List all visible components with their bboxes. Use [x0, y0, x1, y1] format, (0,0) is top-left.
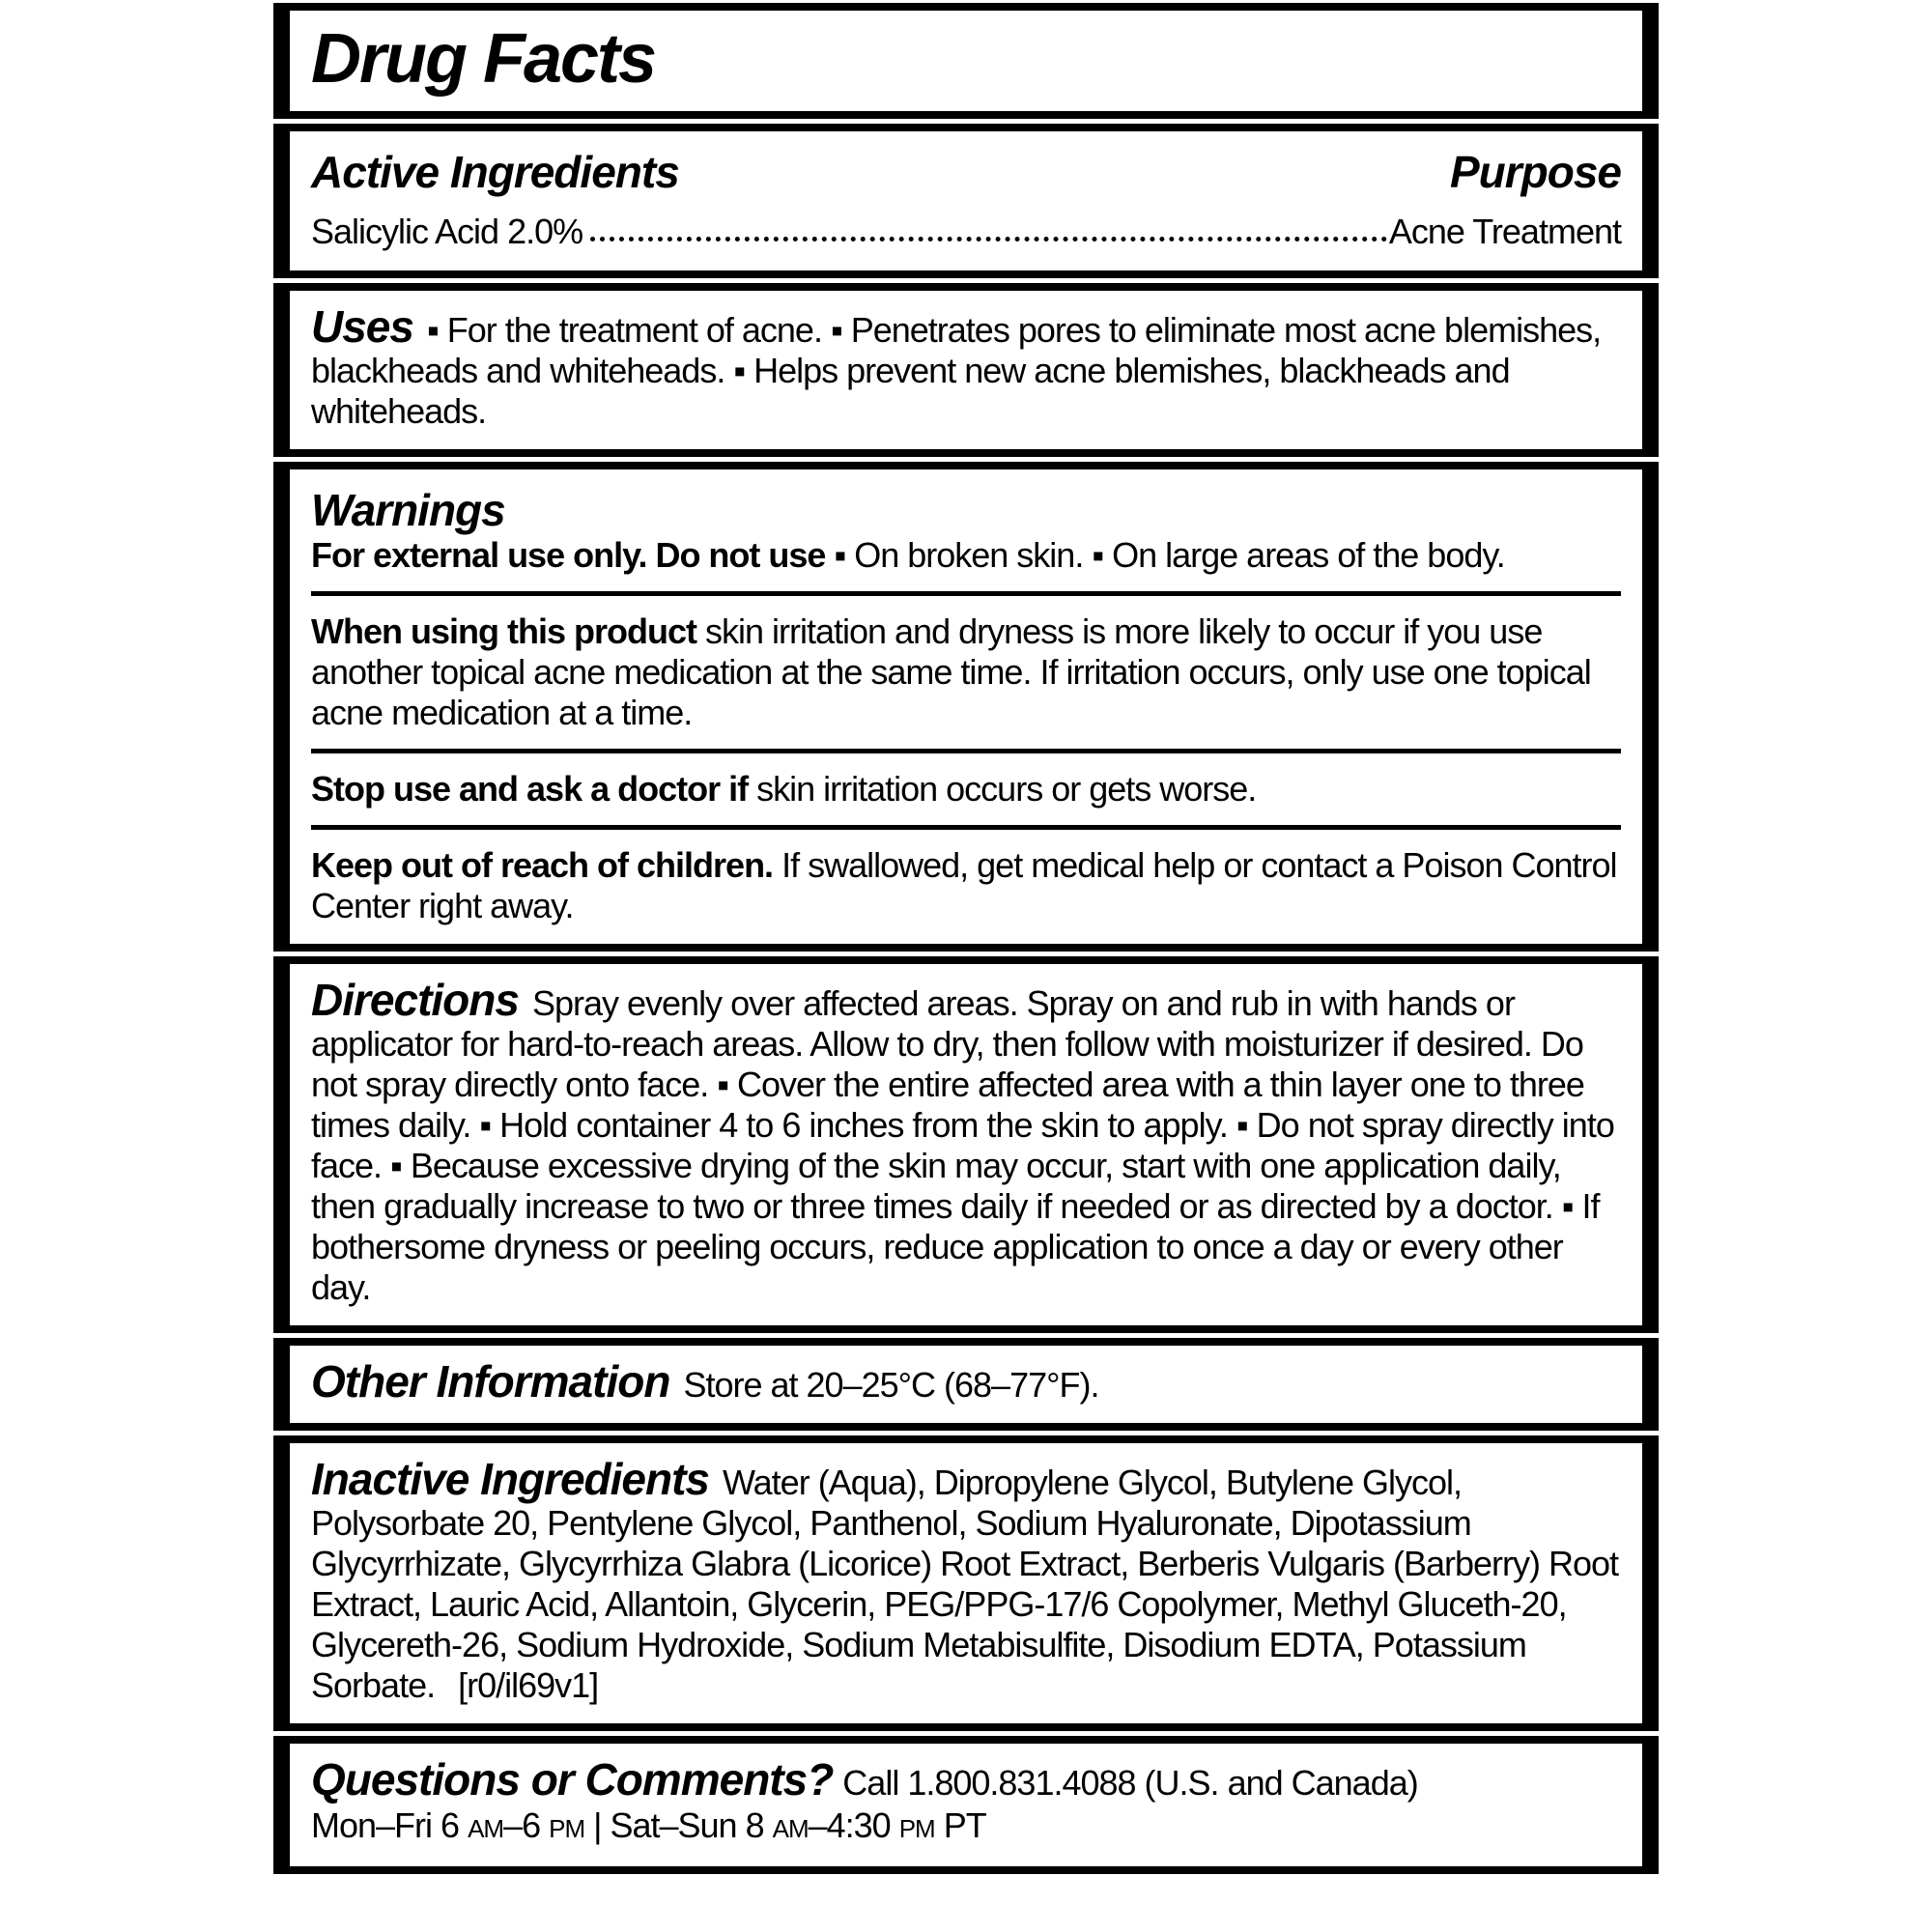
questions-heading: Questions or Comments?	[311, 1754, 834, 1804]
keep-out-lead: Keep out of reach of children.	[311, 845, 774, 885]
section-divider	[311, 825, 1621, 830]
section-divider	[311, 591, 1621, 596]
active-ingredient-row	[311, 211, 1621, 253]
section-warnings	[273, 462, 1659, 952]
ingredient-purpose: Acne Treatment	[1388, 212, 1621, 251]
keep-out-text: If swallowed, get medical help or contact a Poison Control Center right away.	[311, 845, 1617, 925]
inactive-ingredients-paragraph	[311, 1454, 1621, 1706]
external-use-text: ▪ On broken skin. ▪ On large areas of the body.	[825, 535, 1505, 575]
hours-text: | Sat–Sun 8	[584, 1805, 773, 1845]
questions-phone: Call 1.800.831.4088 (U.S. and Canada)	[842, 1763, 1418, 1803]
when-using-text: skin irritation and dryness is more likely to occur if you use another topical acne medication at the same time. If irritation occurs, only use one topical acne medication at a time.	[311, 611, 1591, 732]
label-revision-code: [r0/il69v1]	[458, 1665, 599, 1705]
section-active-ingredients	[273, 124, 1659, 278]
am-small-caps: AM	[772, 1814, 809, 1843]
warnings-heading: Warnings	[311, 485, 505, 535]
hours-line	[311, 1805, 1621, 1849]
drug-facts-title: Drug Facts	[311, 20, 656, 98]
stop-use-text: skin irritation occurs or gets worse.	[748, 769, 1257, 809]
hours-text: PT	[934, 1805, 986, 1845]
directions-paragraph	[311, 975, 1621, 1308]
section-title	[273, 3, 1659, 119]
ingredient-name: Salicylic Acid 2.0%	[311, 212, 583, 251]
active-ingredients-heading: Active Ingredients	[311, 147, 679, 197]
other-information-body: Store at 20–25°C (68–77°F).	[683, 1365, 1099, 1405]
inactive-ingredients-heading: Inactive Ingredients	[311, 1454, 710, 1504]
uses-body: ▪ For the treatment of acne. ▪ Penetrates pores to eliminate most acne blemishes, blackheads and whiteheads. ▪ Helps prevent new acne blemishes, blackheads and whiteheads.	[311, 310, 1602, 431]
section-divider	[311, 749, 1621, 753]
when-using-lead: When using this product	[311, 611, 696, 651]
purpose-heading: Purpose	[1449, 147, 1621, 197]
warnings-keep-out	[311, 845, 1621, 926]
am-small-caps: AM	[468, 1814, 504, 1843]
inactive-ingredients-body: Water (Aqua), Dipropylene Glycol, Butylene Glycol, Polysorbate 20, Pentylene Glycol, Panthenol, Sodium Hyaluronate, Dipotassium Glycyrrhizate, Glycyrrhiza Glabra (Licorice) Root Extract, Berberis Vulgaris (Barberry) Root Extract, Lauric Acid, Allantoin, Glycerin, PEG/PPG-17/6 Copolymer, Methyl Gluceth-20, Glycereth-26, Sodium Hydroxide, Sodium Metabisulfite, Disodium EDTA, Potassium Sorbate.	[311, 1463, 1619, 1705]
other-information-paragraph	[311, 1356, 1621, 1406]
section-questions	[273, 1736, 1659, 1874]
external-use-lead: For external use only. Do not use	[311, 535, 826, 575]
uses-heading: Uses	[311, 301, 413, 352]
warnings-when-using	[311, 611, 1621, 733]
directions-heading: Directions	[311, 975, 519, 1025]
hours-text: Mon–Fri 6	[311, 1805, 469, 1845]
active-ingredients-header-row	[311, 147, 1621, 197]
section-uses	[273, 283, 1659, 457]
pm-small-caps: PM	[549, 1814, 585, 1843]
hours-text: –4:30	[808, 1805, 899, 1845]
warnings-external-use	[311, 535, 1621, 576]
uses-paragraph	[311, 301, 1621, 432]
warnings-stop-use	[311, 769, 1621, 810]
drug-facts-panel	[273, 0, 1659, 1874]
other-information-heading: Other Information	[311, 1356, 670, 1406]
hours-text: –6	[503, 1805, 550, 1845]
dot-leader	[590, 237, 1387, 242]
section-other-information	[273, 1338, 1659, 1431]
directions-body: Spray evenly over affected areas. Spray on and rub in with hands or applicator for hard-to-reach areas. Allow to dry, then follow with moisturizer if desired. Do not spray directly onto face. ▪ Cover the entire affected area with a thin layer one to three times daily. ▪ Hold container 4 to 6 inches from the skin to apply. ▪ Do not spray directly into face. ▪ Because excessive drying of the skin may occur, start with one application daily, then gradually increase to two or three times daily if needed or as directed by a doctor. ▪ If bothersome dryness or peeling occurs, reduce application to once a day or every other day.	[311, 983, 1614, 1307]
section-inactive-ingredients	[273, 1435, 1659, 1731]
pm-small-caps: PM	[898, 1814, 935, 1843]
section-directions	[273, 956, 1659, 1333]
questions-line	[311, 1754, 1621, 1804]
stop-use-lead: Stop use and ask a doctor if	[311, 769, 749, 809]
